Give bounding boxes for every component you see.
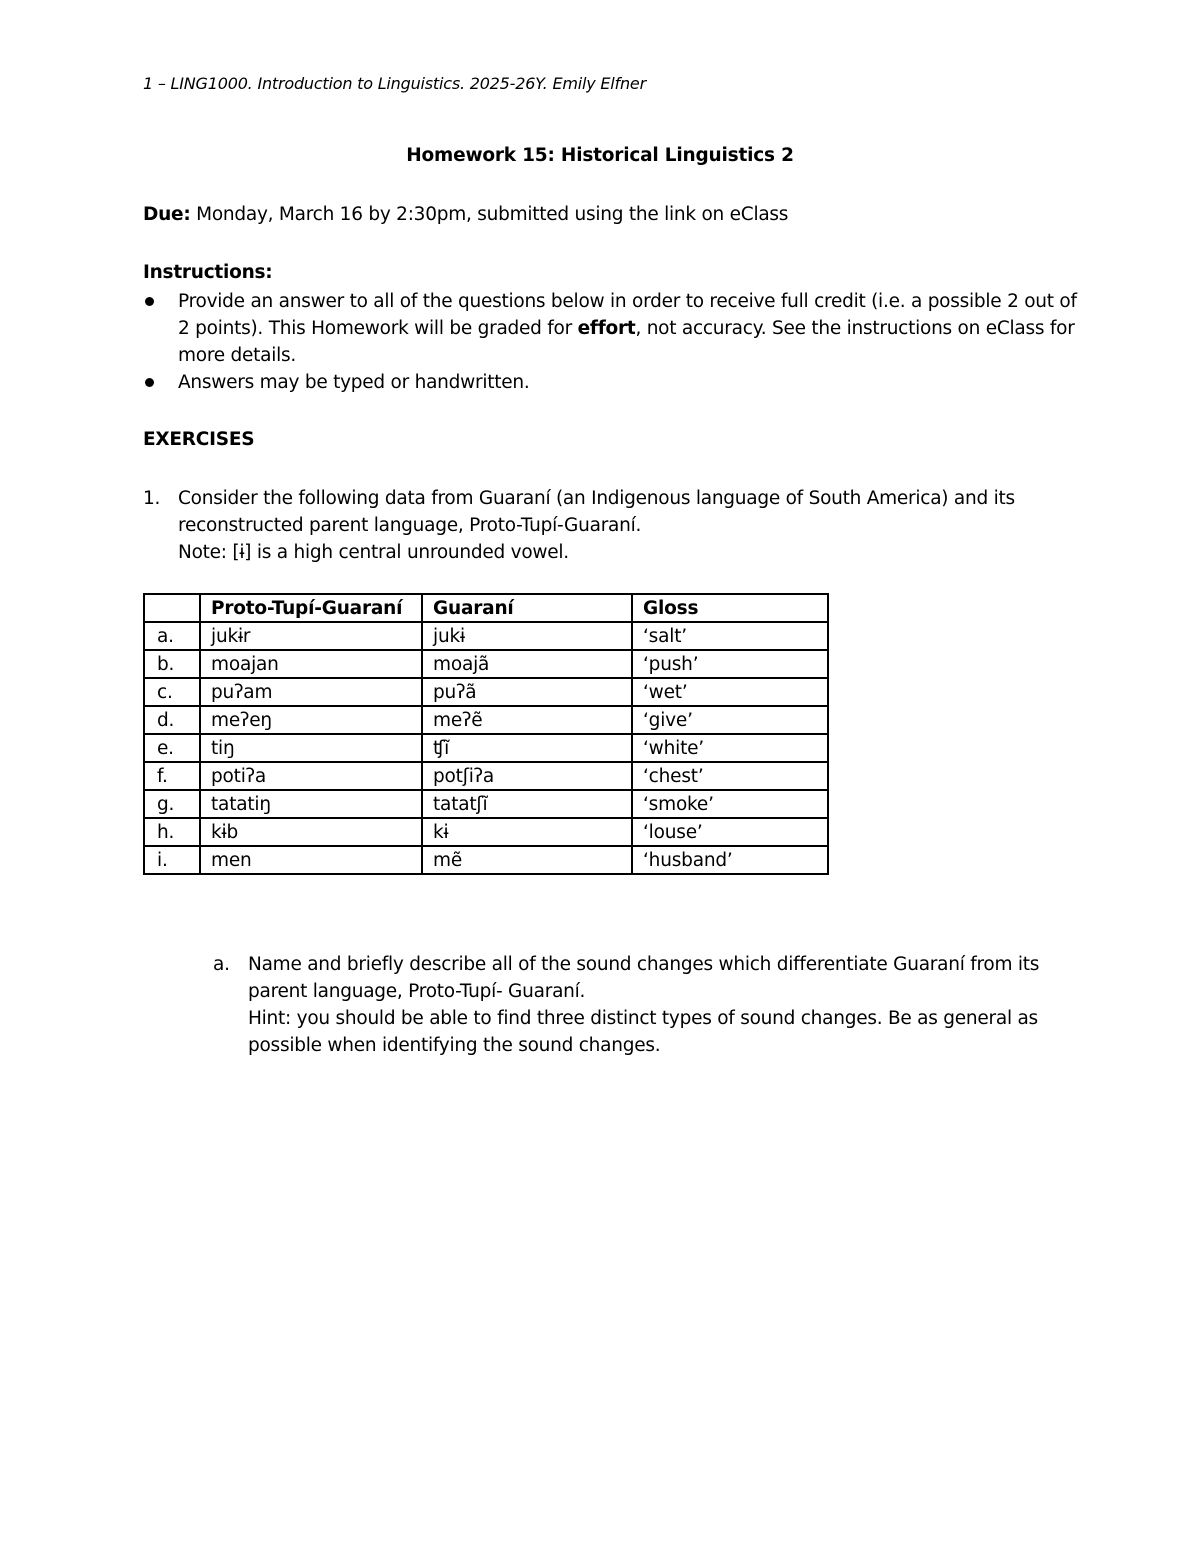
- due-text: Monday, March 16 by 2:30pm, submitted using the link on eClass: [190, 204, 789, 225]
- column-header: Gloss: [632, 594, 828, 622]
- table-row: [144, 762, 828, 790]
- instruction-item: [143, 369, 1083, 396]
- gloss: ‘louse’: [632, 818, 828, 846]
- page-title: Homework 15: Historical Linguistics 2: [406, 145, 794, 166]
- table-row: [144, 790, 828, 818]
- proto-form: men: [200, 846, 422, 874]
- question-note: Note: [ɨ] is a high central unrounded vowel.: [178, 542, 569, 563]
- table-row: [144, 622, 828, 650]
- column-header: Proto-Tupí-Guaraní: [200, 594, 422, 622]
- row-letter: d.: [144, 706, 200, 734]
- gloss: ‘salt’: [632, 622, 828, 650]
- instruction-emphasis: effort: [577, 318, 636, 339]
- proto-form: tiŋ: [200, 734, 422, 762]
- table-row: [144, 678, 828, 706]
- column-header: Guaraní: [422, 594, 632, 622]
- gloss: ‘push’: [632, 650, 828, 678]
- instruction-text: Answers may be typed or handwritten.: [178, 372, 530, 393]
- table-header-row: [144, 594, 828, 622]
- table-row: [144, 650, 828, 678]
- data-table: [143, 593, 829, 875]
- table-row: [144, 818, 828, 846]
- gloss: ‘chest’: [632, 762, 828, 790]
- gloss: ‘give’: [632, 706, 828, 734]
- guarani-form: puʔã: [422, 678, 632, 706]
- instructions-list: [143, 288, 1083, 396]
- bullet-icon: [145, 378, 154, 387]
- subquestion-letter: a.: [213, 954, 230, 975]
- proto-form: potiʔa: [200, 762, 422, 790]
- table-row: [144, 846, 828, 874]
- instruction-text: Provide an answer to all of the questions below in order to receive full credit (i.e. a possible 2 out of 2 points). This Homework will be graded for: [178, 291, 1077, 339]
- gloss: ‘smoke’: [632, 790, 828, 818]
- guarani-form: jukɨ: [422, 622, 632, 650]
- instruction-item: [143, 288, 1083, 369]
- row-letter: b.: [144, 650, 200, 678]
- table-row: [144, 706, 828, 734]
- guarani-form: moajã: [422, 650, 632, 678]
- due-label: Due:: [143, 204, 191, 225]
- gloss: ‘white’: [632, 734, 828, 762]
- column-header: [144, 594, 200, 622]
- guarani-form: ʧĩ: [422, 734, 632, 762]
- due-line: [143, 202, 788, 228]
- gloss: ‘husband’: [632, 846, 828, 874]
- row-letter: e.: [144, 734, 200, 762]
- proto-form: puʔam: [200, 678, 422, 706]
- gloss: ‘wet’: [632, 678, 828, 706]
- guarani-form: potʃiʔa: [422, 762, 632, 790]
- proto-form: jukɨr: [200, 622, 422, 650]
- guarani-form: tatatʃĩ: [422, 790, 632, 818]
- guarani-form: kɨ: [422, 818, 632, 846]
- subquestion-text: Name and briefly describe all of the sound changes which differentiate Guaraní from its parent language, Proto-Tupí- Guaraní.: [248, 954, 1040, 1002]
- question-number: 1.: [143, 488, 161, 509]
- proto-form: moajan: [200, 650, 422, 678]
- proto-form: tatatiŋ: [200, 790, 422, 818]
- subquestion-hint: Hint: you should be able to find three distinct types of sound changes. Be as general as possible when identifying the sound changes.: [248, 1008, 1038, 1056]
- proto-form: meʔeŋ: [200, 706, 422, 734]
- instructions-heading: Instructions:: [143, 262, 273, 283]
- row-letter: i.: [144, 846, 200, 874]
- page-header: 1 – LING1000. Introduction to Linguistics. 2025-26Y. Emily Elfner: [143, 74, 646, 93]
- guarani-form: meʔẽ: [422, 706, 632, 734]
- row-letter: c.: [144, 678, 200, 706]
- exercises-heading: EXERCISES: [143, 429, 255, 450]
- proto-form: kɨb: [200, 818, 422, 846]
- row-letter: g.: [144, 790, 200, 818]
- bullet-icon: [145, 297, 154, 306]
- row-letter: a.: [144, 622, 200, 650]
- row-letter: f.: [144, 762, 200, 790]
- question-text: Consider the following data from Guaraní (an Indigenous language of South America) and its reconstructed parent language, Proto-Tupí-Guaraní.: [178, 488, 1015, 536]
- table-row: [144, 734, 828, 762]
- guarani-form: mẽ: [422, 846, 632, 874]
- instruction-text: , not accuracy. See the instructions on eClass for more details.: [178, 318, 1075, 366]
- row-letter: h.: [144, 818, 200, 846]
